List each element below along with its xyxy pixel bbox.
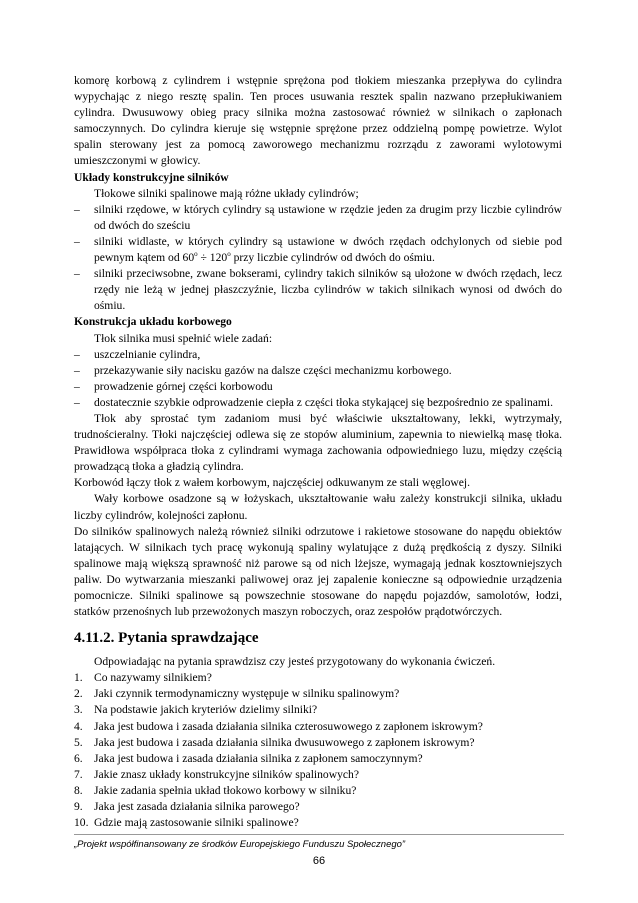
question-number: 1. <box>74 671 83 685</box>
paragraph-cylinder-layouts: Tłokowe silniki spalinowe mają różne układy cylindrów; <box>94 186 359 200</box>
question-item <box>74 686 562 702</box>
question-text: Jaka jest budowa i zasada działania silnika dwusuwowego z zapłonem iskrowym? <box>94 735 475 749</box>
dash-marker: – <box>74 363 80 377</box>
list-item-heat-removal <box>74 395 562 411</box>
question-item <box>74 767 562 783</box>
question-number: 4. <box>74 719 83 733</box>
question-number: 3. <box>74 703 83 717</box>
question-text: Jaka jest budowa i zasada działania silnika z zapłonem samoczynnym? <box>94 751 423 765</box>
list-item-text: silniki przeciwsobne, zwane bokserami, cylindry takich silników są ułożone w dwóch rzędach, lecz rzędy nie leżą w jednej płaszczyźnie, liczba cylindrów w takich silnikach wynosi od dwóch do ośmiu. <box>94 267 562 313</box>
paragraph-jet-engines: Do silników spalinowych należą również silniki odrzutowe i rakietowe stosowane do napędu obiektów latających. W silnikach tych pracę wykonują spaliny wylatujące z dużą prędkością z dyszy. Silniki spalinowe mają większą sprawność niż parowe są od nich lżejsze, wymagają jednak kosztowniejszych paliw. Do wytwarzania mieszanki paliwowej oraz jej zapalenie konieczne są odpowiednie urządzenia pomocnicze. Silniki spalinowe są powszechnie stosowane do napędu pojazdów, samolotów, łodzi, statków przenośnych lub przewożonych maszyn roboczych, oraz zespołów prądotwórczych. <box>74 524 562 619</box>
footer-funding-note: „Projekt współfinansowany ze środków Europejskiego Funduszu Społecznego” <box>74 839 406 850</box>
question-number: 8. <box>74 783 83 797</box>
question-item <box>74 719 562 735</box>
list-item-rod-guidance <box>74 379 562 395</box>
question-item <box>74 751 562 767</box>
page-content <box>74 73 562 831</box>
dash-marker: – <box>74 202 80 216</box>
degree-superscript: o <box>194 250 198 259</box>
footer-divider <box>74 834 564 835</box>
review-intro: Odpowiadając na pytania sprawdzisz czy jesteś przygotowany do wykonania ćwiczeń. <box>94 655 496 669</box>
list-item-text: silniki rzędowe, w których cylindry są ustawione w rzędzie jeden za drugim przy liczbie cylindrów od dwóch do sześciu <box>94 202 562 232</box>
question-number: 7. <box>74 767 83 781</box>
list-item-inline-engines <box>74 202 562 234</box>
degree-superscript: o <box>227 250 231 259</box>
dash-marker: – <box>74 234 80 248</box>
question-item <box>74 702 562 718</box>
section-heading-review-questions: 4.11.2. Pytania sprawdzające <box>74 630 259 647</box>
question-text: Na podstawie jakich kryteriów dzielimy silniki? <box>94 703 318 717</box>
list-item-text: silniki widlaste, w których cylindry są ustawione w dwóch rzędach odchylonych od siebie pod pewnym kątem od 60 <box>94 234 562 265</box>
list-item-v-engines <box>74 234 562 266</box>
paragraph-piston-tasks: Tłok silnika musi spełnić wiele zadań: <box>94 331 273 345</box>
question-item <box>74 670 562 686</box>
list-item-text: przy liczbie cylindrów od dwóch do ośmiu. <box>230 251 435 265</box>
dash-marker: – <box>74 347 80 361</box>
dash-marker: – <box>74 379 80 393</box>
list-item-force-transfer <box>74 363 562 379</box>
question-number: 10. <box>74 816 89 830</box>
dash-marker: – <box>74 267 80 281</box>
list-item-text: prowadzenie górnej części korbowodu <box>94 379 273 393</box>
question-text: Jaka jest budowa i zasada działania silnika czterosuwowego z zapłonem iskrowym? <box>94 719 483 733</box>
question-text: Jaka jest zasada działania silnika parowego? <box>94 800 300 814</box>
question-item <box>74 799 562 815</box>
question-number: 5. <box>74 735 83 749</box>
list-item-text: dostatecznie szybkie odprowadzenie ciepła z części tłoka stykającej się bezpośrednio ze spalinami. <box>94 395 554 409</box>
question-text: Gdzie mają zastosowanie silniki spalinowe? <box>94 816 299 830</box>
paragraph-crankshafts: Wały korbowe osadzone są w łożyskach, ukształtowanie wału zależy konstrukcji silnika, układu liczby cylindrów, kolejności zapłonu. <box>74 492 562 522</box>
list-item-text: uszczelnianie cylindra, <box>94 347 201 361</box>
question-item <box>74 735 562 751</box>
list-item-sealing <box>74 347 562 363</box>
paragraph-piston-properties: Tłok aby sprostać tym zadaniom musi być właściwie ukształtowany, lekki, wytrzymały, trudnościeralny. Tłoki najczęściej odlewa się ze stopów aluminium, zapewnia to niewielką masę tłoka. Prawidłowa współpraca tłoka z cylindrami wymaga zachowania odpowiedniego luzu, między częścią prowadzącą tłoka a gładzią cylindra. <box>74 411 562 474</box>
paragraph-two-stroke-scavenging: komorę korbową z cylindrem i wstępnie sprężona pod tłokiem mieszanka przepływa do cylindra wypychając z niego resztę spalin. Ten proces usuwania resztek spalin nazwano przepłukiwaniem cylindra. Dwusuwowy obieg pracy silnika można zastosować również w silnikach o zapłonach samoczynnych. Do cylindra kieruje się wstępnie sprężone przez oddzielną pompę powietrze. Wylot spalin sterowany jest za pomocą zaworowego mechanizmu rozrządu z zaworami wylotowymi umieszczonymi w głowicy. <box>74 74 562 168</box>
question-text: Jakie znasz układy konstrukcyjne silników spalinowych? <box>94 767 359 781</box>
question-text: Jakie zadania spełnia układ tłokowo korbowy w silniku? <box>94 783 357 797</box>
list-item-text: ÷ 120 <box>197 251 228 265</box>
question-number: 6. <box>74 751 83 765</box>
heading-engine-layouts: Układy konstrukcyjne silników <box>74 170 229 184</box>
review-questions-list <box>74 670 562 831</box>
question-item <box>74 815 562 831</box>
page-number: 66 <box>312 855 326 867</box>
question-number: 2. <box>74 687 83 701</box>
paragraph-connecting-rod: Korbowód łączy tłok z wałem korbowym, najczęściej odkuwanym ze stali węglowej. <box>74 476 470 490</box>
question-number: 9. <box>74 800 83 814</box>
question-text: Co nazywamy silnikiem? <box>94 671 212 685</box>
question-item <box>74 783 562 799</box>
question-text: Jaki czynnik termodynamiczny występuje w silniku spalinowym? <box>94 687 400 701</box>
list-item-text: przekazywanie siły nacisku gazów na dalsze części mechanizmu korbowego. <box>94 363 452 377</box>
list-item-boxer-engines <box>74 266 562 314</box>
heading-crank-system: Konstrukcja układu korbowego <box>74 315 232 329</box>
dash-marker: – <box>74 395 80 409</box>
